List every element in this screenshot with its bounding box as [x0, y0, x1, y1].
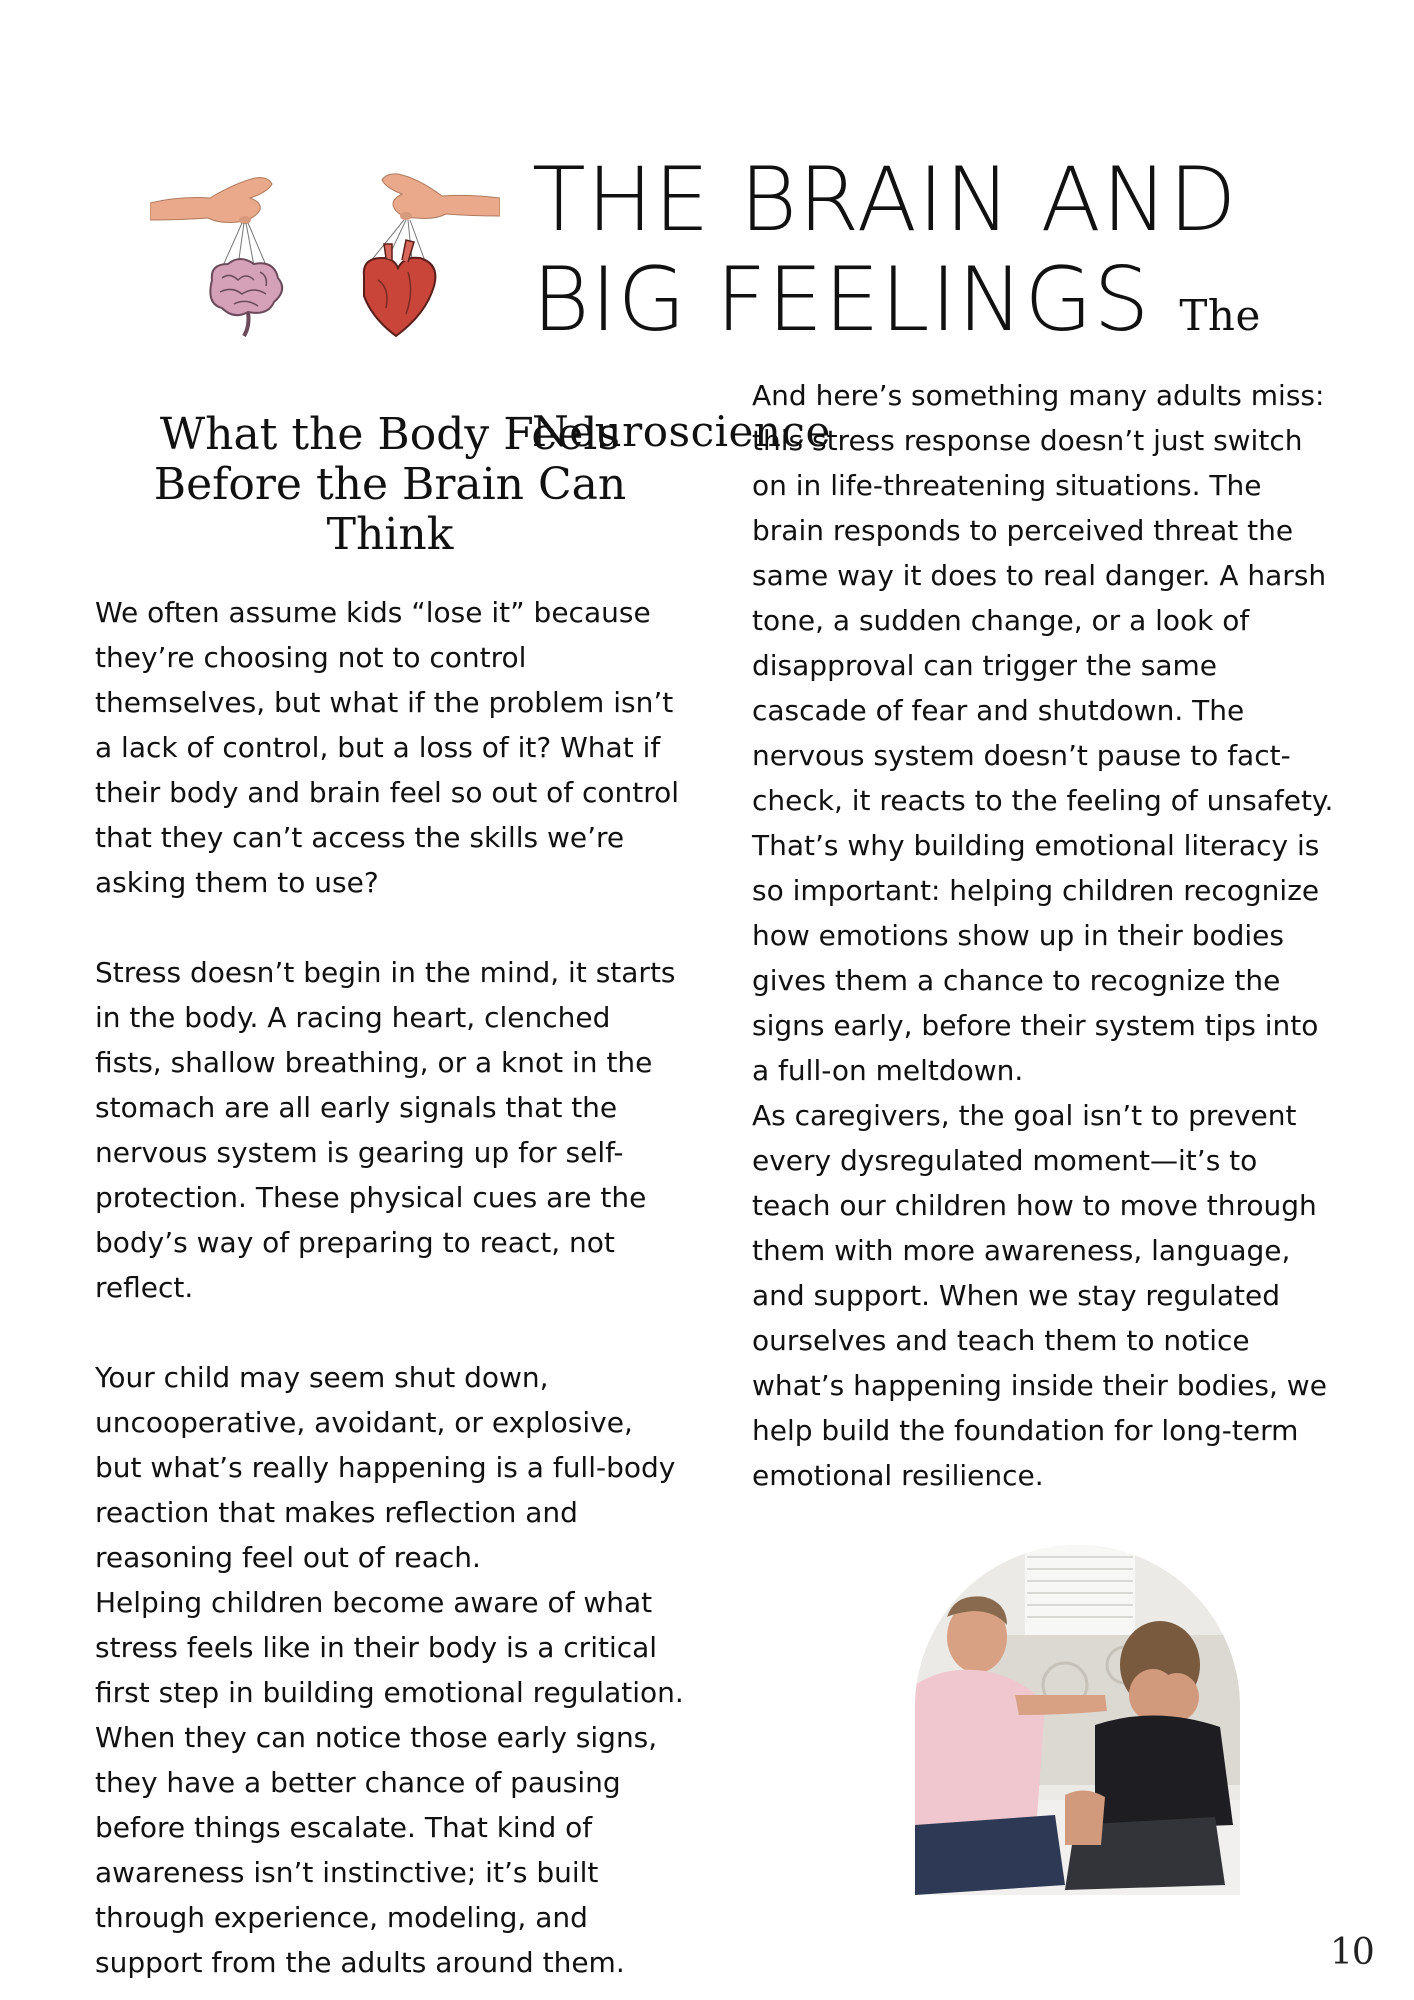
right-column [752, 373, 1337, 1498]
page-title-text: THE BRAIN AND BIG FEELINGS [532, 148, 1238, 351]
hand-holding-heart-icon [364, 174, 500, 336]
page-number: 10 [1330, 1932, 1374, 1973]
section-heading: What the Body Feels Before the Brain Can Think [153, 409, 627, 560]
left-paragraph-3: Your child may seem shut down, uncooperative, avoidant, or explosive, but what’s really happening is a full-body reaction that makes reflection and reasoning feel out of reach. [95, 1361, 676, 1574]
left-paragraph-1: We often assume kids “lose it” because they’re choosing not to control themselves, but what if the problem isn’t a lack of control, but a loss of it? What if their body and brain feel so out of control that they can’t access the skills we’re asking them to use? [95, 596, 680, 899]
right-paragraph-1: And here’s something many adults miss: this stress response doesn’t just switch on in life-threatening situations. The brain responds to perceived threat the same way it does to real danger. A harsh tone, a sudden change, or a look of disapproval can trigger the same cascade of fear and shutdown. The nervous system doesn’t pause to fact-check, it reacts to the feeling of unsafety. That’s why building emotional literacy is so important: helping children recognize how emotions show up in their bodies gives them a chance to recognize the signs early, before their system tips into a full-on meltdown. [752, 379, 1334, 1087]
hand-holding-brain-icon [150, 178, 282, 336]
header-illustration [150, 168, 500, 348]
left-column [95, 590, 685, 1985]
left-paragraph-4: Helping children become aware of what stress feels like in their body is a critical first step in building emotional regulation. When they can notice those early signs, they have a better chance of pausing before things escalate. That kind of awareness isn’t instinctive; it’s built through experience, modeling, and support from the adults around them. [95, 1586, 684, 1979]
comforting-child-photo [915, 1545, 1240, 1895]
left-paragraph-2: Stress doesn’t begin in the mind, it starts in the body. A racing heart, clenched fists, shallow breathing, or a knot in the stomach are all early signals that the nervous system is gearing up for self-protection. These physical cues are the body’s way of preparing to react, not reflect. [95, 956, 676, 1304]
page-subtitle: The Neuroscience [532, 291, 1261, 456]
right-paragraph-2: As caregivers, the goal isn’t to prevent every dysregulated moment—it’s to teach our children how to move through them with more awareness, language, and support. When we stay regulated ourselves and teach them to notice what’s happening inside their bodies, we help build the foundation for long-term emotional resilience. [752, 1099, 1327, 1492]
